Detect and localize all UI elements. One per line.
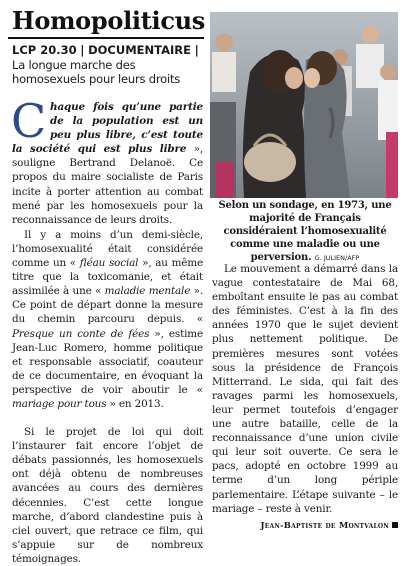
p2-quote-1: fléau social xyxy=(79,257,139,270)
article-dek: La longue marche des homosexuels pour leurs droits xyxy=(12,58,181,86)
p2-text-d: », estime Jean-Luc Romero, homme politique et responsable associatif, coauteur de ce documentaire, en évoquant la perspective de voir aboutir le « xyxy=(12,327,203,396)
kicker-separator: | xyxy=(80,43,85,57)
p2-text-c: ». Ce point de départ donne la mesure du chemin parcouru depuis. « xyxy=(12,285,204,326)
title-rule xyxy=(8,37,204,39)
kicker-separator-end: | xyxy=(194,43,199,57)
p2-text-e: » en 2013. xyxy=(106,397,164,410)
genre-label: DOCUMENTAIRE xyxy=(88,43,191,57)
article-photo xyxy=(210,12,398,198)
p2-quote-2: maladie mentale xyxy=(104,285,191,298)
kicker xyxy=(12,43,204,58)
end-mark-icon xyxy=(392,522,398,528)
drop-cap: C xyxy=(11,94,47,148)
author-name: Jean-Baptiste de Montvalon xyxy=(260,520,389,531)
lead-paragraph xyxy=(11,94,203,227)
paragraph-2 xyxy=(12,228,203,411)
caption-text: Selon un sondage, en 1973, une majorité de Français considéraient l’homosexualité comme une maladie ou une perversion. xyxy=(218,200,392,263)
channel-time: LCP 20.30 xyxy=(12,43,77,57)
p2-quote-4: mariage pour tous xyxy=(12,397,107,410)
p2-text-a: Il y a moins d’un demi-siècle, l’homosexualité était considérée comme un « xyxy=(12,228,203,270)
photo-credit: G. JULIEN/AFP xyxy=(314,254,360,262)
p2-quote-3: Presque un conte de fées xyxy=(12,327,150,340)
paragraph-3: Si le projet de loi qui doit l’instaurer fait encore l’objet de débats passionnés, les homosexuels ont déjà obtenu de nombreuses avancées au cours des dernières décennies. C’est cette longue marche, d’abord clandestine puis à ciel ouvert, que retrace ce film, qui s’appuie sur de nombreux témoignages. xyxy=(12,426,203,565)
lead-quote: haque fois qu’une partie de la population est un peu plus libre, c’est toute la société qui est plus libre xyxy=(12,101,203,156)
paragraph-4: Le mouvement a démarré dans la vague contestataire de Mai 68, emboîtant ensuite le pas au combat des féministes. C’est à la fin des années 1970 que le sujet devient plus nettement politique. De premières mesures sont votées sous la présidence de François Mitterrand. Le sida, qui fait des ravages parmi les homosexuels, leur permet toutefois d’engager une autre bataille, celle de la reconnaissance d’une union civile qui leur soit ouverte. Ce sera le pacs, adopté en octobre 1999 au terme d’un long périple parlementaire. L’étape suivante – le mariage – reste à venir. xyxy=(212,263,398,515)
lead-rest: », souligne Bertrand Delanoë. Ce propos du maire socialiste de Paris incite à porter attention au combat mené par les homosexuels pour la reconnaissance de leurs droits. xyxy=(12,143,203,226)
photo-illustration xyxy=(210,12,398,198)
photo-caption xyxy=(212,199,398,265)
byline xyxy=(212,519,398,533)
body-column-left xyxy=(11,94,204,566)
body-column-right xyxy=(212,262,398,533)
article-title: Homopoliticus xyxy=(12,6,205,35)
p2-text-b: », au même titre que la toxicomanie, et était assimilée à une « xyxy=(12,257,203,298)
